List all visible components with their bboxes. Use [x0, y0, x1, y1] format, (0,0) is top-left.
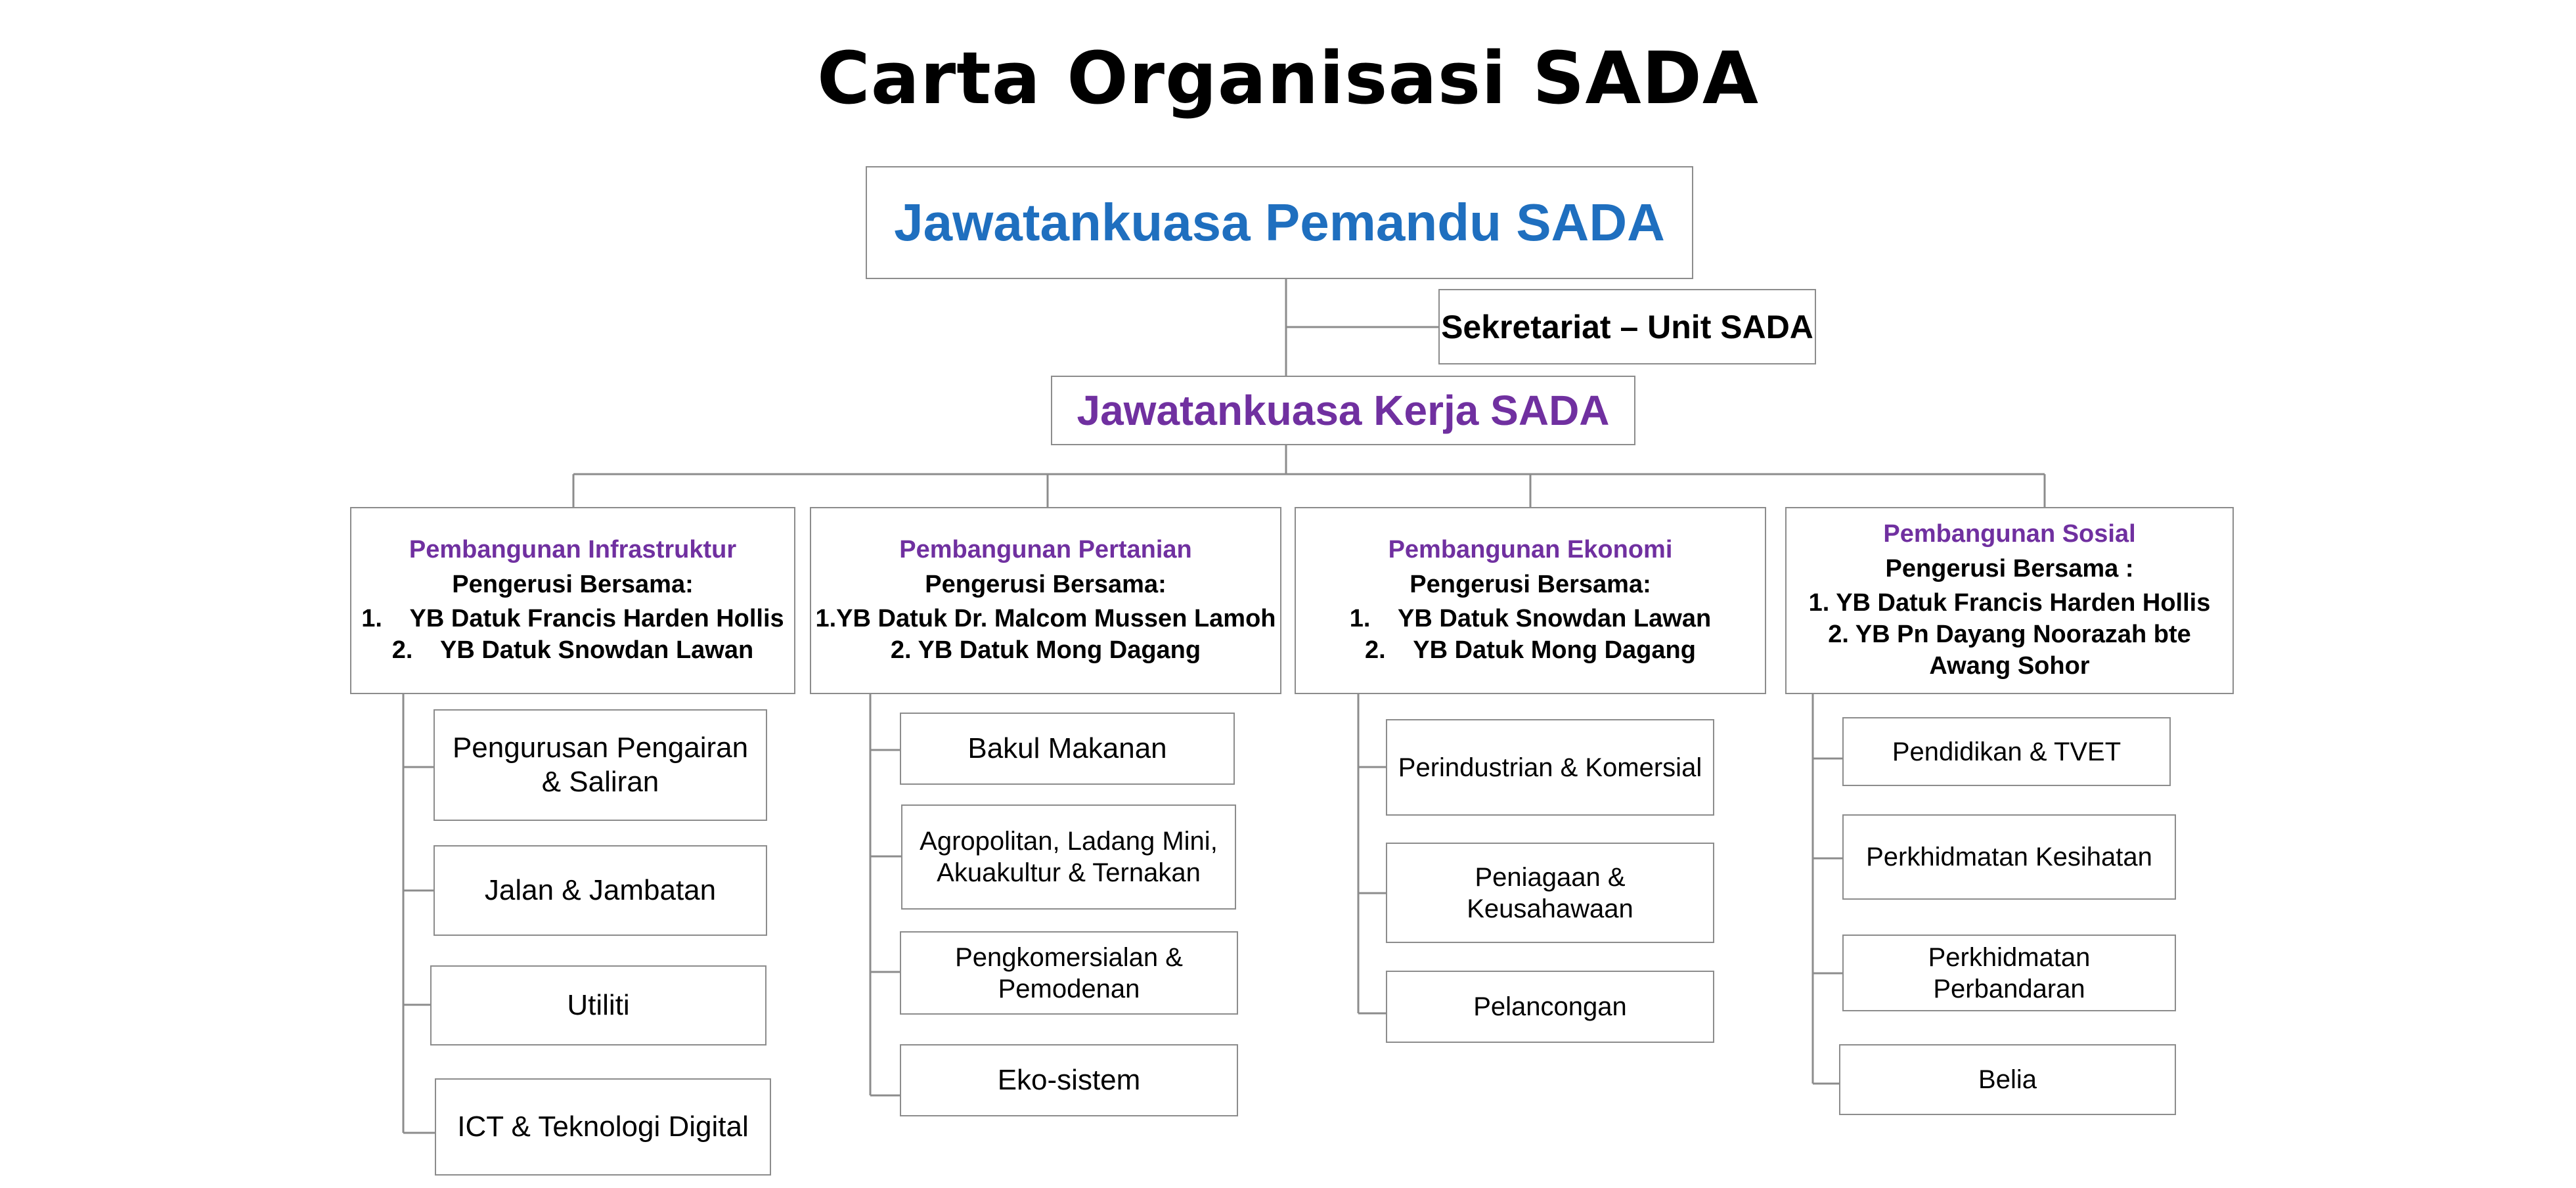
unit-label: Pengkomersialan & Pemodenan: [955, 942, 1183, 1003]
member-item: 1. YB Datuk Snowdan Lawan: [1349, 604, 1712, 632]
working-committee-box: [1051, 376, 1635, 445]
unit-box: [433, 709, 767, 821]
working-committee-label: Jawatankuasa Kerja SADA: [1077, 387, 1610, 434]
unit-box: [1386, 843, 1714, 943]
section-members: [815, 603, 1276, 666]
section-subtitle: Pengerusi Bersama:: [1410, 570, 1651, 598]
section-members: [1350, 603, 1711, 666]
section-pertanian: [810, 507, 1281, 694]
member-item: 1. YB Datuk Francis Harden Hollis: [361, 604, 784, 632]
unit-label: Jalan & Jambatan: [484, 874, 717, 906]
section-members: [1787, 587, 2232, 682]
unit-box: [1842, 717, 2171, 786]
section-title: Pembangunan Ekonomi: [1388, 535, 1673, 563]
unit-box: [900, 1044, 1238, 1116]
section-title: Pembangunan Infrastruktur: [409, 535, 737, 563]
unit-box: [433, 845, 767, 936]
unit-box: [900, 931, 1238, 1015]
secretariat-label: Sekretariat – Unit SADA: [1441, 308, 1813, 345]
member-item: 2. YB Datuk Mong Dagang: [890, 636, 1201, 664]
unit-label: Agropolitan, Ladang Mini, Akuakultur & Ternakan: [920, 827, 1218, 887]
section-ekonomi: [1295, 507, 1766, 694]
unit-label: Belia: [1978, 1065, 2037, 1094]
unit-box: [900, 713, 1235, 785]
unit-label: Perkhidmatan Kesihatan: [1866, 843, 2152, 871]
member-item: 2. YB Pn Dayang Noorazah bte Awang Sohor: [1828, 620, 2191, 680]
unit-box: [430, 965, 766, 1045]
unit-label: Perkhidmatan Perbandaran: [1928, 942, 2091, 1003]
section-members: [361, 603, 784, 666]
member-item: 1.YB Datuk Dr. Malcom Mussen Lamoh: [815, 604, 1276, 632]
steering-committee-label: Jawatankuasa Pemandu SADA: [894, 193, 1665, 252]
section-subtitle: Pengerusi Bersama :: [1885, 554, 2134, 583]
unit-box: [1839, 1044, 2176, 1115]
unit-label: Pelancongan: [1473, 992, 1627, 1021]
unit-label: Peniagaan & Keusahawaan: [1467, 862, 1633, 923]
section-sosial: [1785, 507, 2234, 694]
steering-committee-box: [866, 166, 1693, 279]
section-title: Pembangunan Sosial: [1883, 519, 2136, 548]
section-title: Pembangunan Pertanian: [899, 535, 1192, 563]
unit-box: [1386, 971, 1714, 1043]
unit-label: Utiliti: [567, 989, 630, 1021]
section-infrastruktur: [350, 507, 795, 694]
unit-label: Eko-sistem: [997, 1064, 1141, 1096]
unit-box: [1842, 814, 2176, 900]
page-title: Carta Organisasi SADA: [816, 36, 1760, 120]
unit-label: Bakul Makanan: [967, 732, 1167, 764]
unit-box: [435, 1078, 771, 1176]
unit-label: Pendidikan & TVET: [1892, 737, 2121, 766]
unit-box: [901, 804, 1236, 910]
unit-label: Perindustrian & Komersial: [1398, 753, 1702, 782]
section-subtitle: Pengerusi Bersama:: [925, 570, 1166, 598]
unit-box: [1386, 719, 1714, 816]
secretariat-box: [1438, 289, 1816, 364]
section-subtitle: Pengerusi Bersama:: [452, 570, 694, 598]
member-item: 2. YB Datuk Mong Dagang: [1365, 636, 1696, 664]
unit-label: Pengurusan Pengairan & Saliran: [452, 732, 749, 798]
member-item: 1. YB Datuk Francis Harden Hollis: [1808, 588, 2211, 617]
member-item: 2. YB Datuk Snowdan Lawan: [391, 636, 754, 664]
unit-label: ICT & Teknologi Digital: [457, 1111, 749, 1143]
unit-box: [1842, 935, 2176, 1011]
